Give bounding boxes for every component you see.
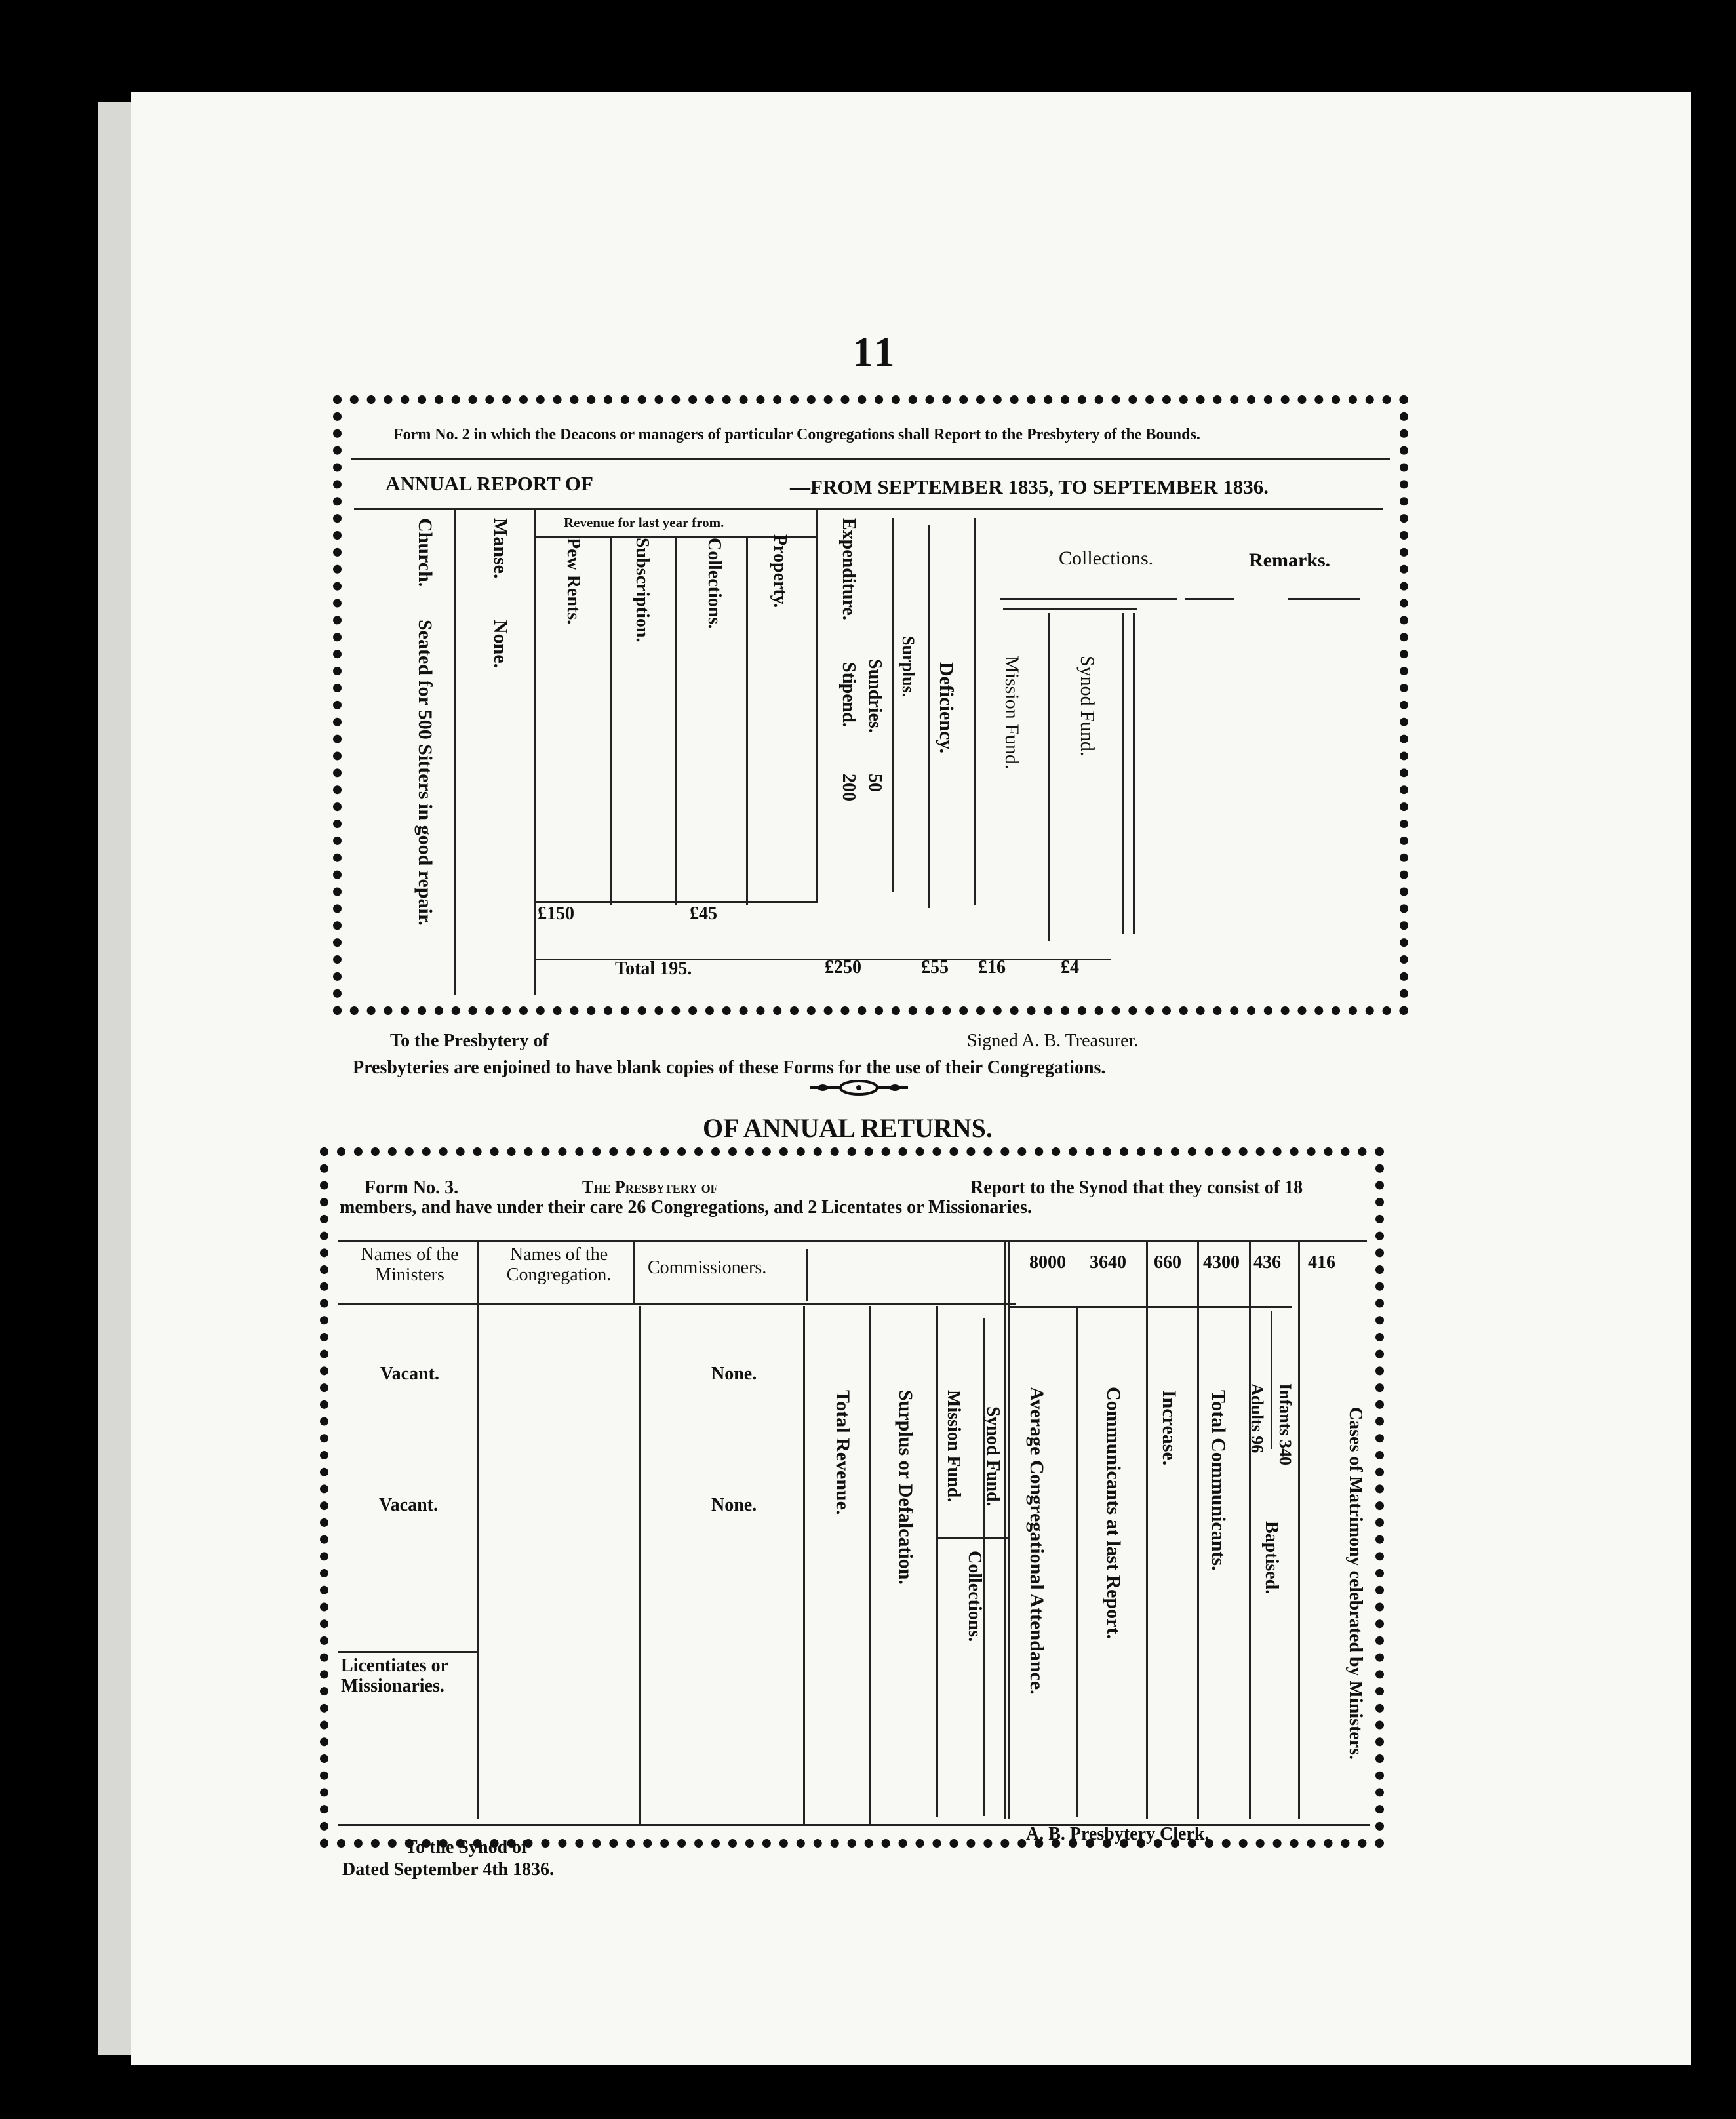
sundries-label: Sundries.: [865, 659, 885, 733]
deficiency-value: £55: [921, 957, 949, 978]
number-communicants-last: 3640: [1090, 1252, 1126, 1273]
manse-col-label: Manse.: [490, 518, 511, 579]
pew-rents-value: £150: [538, 903, 574, 924]
collections-label: Collections.: [964, 1551, 985, 1642]
dated-line: Dated September 4th 1836.: [342, 1859, 555, 1880]
number-attendance: 8000: [1029, 1252, 1066, 1273]
collections-value: £45: [690, 903, 717, 924]
ornament-divider: [810, 1079, 908, 1097]
form3-label: Form No. 3.: [365, 1178, 459, 1198]
number-baptised: 436: [1253, 1252, 1281, 1273]
subscription-col-label: Subscription.: [632, 538, 652, 643]
mission-fund-label: Mission Fund.: [943, 1390, 964, 1503]
expenditure-col-label: Expenditure.: [838, 518, 859, 620]
sundries-value: 50: [865, 774, 885, 792]
surplus-defalcation-label: Surplus or Defalcation.: [895, 1390, 917, 1585]
members-text: members, and have under their care 26 Congregations, and 2 Licentates or Missionaries.: [340, 1197, 1032, 1218]
property-col-label: Property.: [770, 534, 790, 608]
mission-fund-value: £16: [978, 957, 1006, 978]
congregation-header: Names of the Congregation.: [506, 1244, 612, 1285]
revenue-total: Total 195.: [615, 959, 692, 979]
licentiates-header: Licentiates or Missionaries.: [341, 1655, 448, 1696]
treasurer-signature: Signed A. B. Treasurer.: [967, 1031, 1139, 1051]
increase-label: Increase.: [1158, 1390, 1180, 1466]
synod-fund-col-label: Synod Fund.: [1076, 656, 1098, 757]
collections-col-label: Collections.: [704, 538, 724, 629]
synod-fund-label: Synod Fund.: [983, 1406, 1003, 1507]
manse-note: None.: [490, 620, 511, 669]
to-presbytery-line: To the Presbytery of: [390, 1031, 549, 1051]
annual-report-label: ANNUAL REPORT OF: [385, 472, 593, 495]
commissioners-header: Commissioners.: [648, 1258, 767, 1278]
ministers-header: Names of the Ministers: [361, 1244, 459, 1285]
communicants-last-label: Communicants at last Report.: [1103, 1387, 1124, 1639]
infants-label: Infants 340: [1276, 1383, 1295, 1465]
collections-header: Collections.: [1059, 547, 1154, 569]
blank-forms-notice: Presbyteries are enjoined to have blank copies of these Forms for the use of their Congregations.: [353, 1058, 1106, 1078]
report-period: —FROM SEPTEMBER 1835, TO SEPTEMBER 1836.: [790, 475, 1269, 498]
synod-report-text: Report to the Synod that they consist of 18: [970, 1178, 1303, 1198]
expenditure-value: £250: [825, 957, 861, 978]
remarks-header: Remarks.: [1249, 549, 1331, 571]
form2-title: Form No. 2 in which the Deacons or managers of particular Congregations shall Report to the Presbytery of the Bounds.: [393, 426, 1200, 443]
number-matrimony: 416: [1308, 1252, 1335, 1273]
synod-fund-value: £4: [1061, 957, 1079, 978]
baptised-label: Baptised.: [1261, 1521, 1282, 1594]
church-note: Seated for 500 Sitters in good repair.: [414, 620, 436, 926]
mission-fund-col-label: Mission Fund.: [1001, 656, 1023, 770]
total-revenue-label: Total Revenue.: [832, 1390, 854, 1515]
total-communicants-label: Total Communicants.: [1208, 1390, 1229, 1571]
presbytery-clerk-signature: A. B. Presbytery Clerk.: [1026, 1824, 1210, 1844]
number-increase: 660: [1154, 1252, 1181, 1273]
row2-minister: Vacant.: [379, 1495, 438, 1515]
stipend-label: Stipend.: [838, 662, 859, 727]
page-number: 11: [852, 328, 898, 375]
deficiency-col-label: Deficiency.: [936, 662, 957, 754]
surplus-col-label: Surplus.: [899, 636, 918, 698]
number-total-communicants: 4300: [1203, 1252, 1240, 1273]
matrimony-label: Cases of Matrimony celebrated by Ministers.: [1345, 1406, 1366, 1760]
stipend-value: 200: [838, 774, 859, 801]
revenue-header: Revenue for last year from.: [564, 515, 724, 530]
attendance-label: Average Congregational Attendance.: [1026, 1387, 1048, 1695]
row1-minister: Vacant.: [380, 1364, 439, 1384]
to-synod-line: To the Synod of: [405, 1837, 528, 1857]
annual-returns-title: OF ANNUAL RETURNS.: [703, 1113, 993, 1143]
adults-label: Adults 96: [1248, 1383, 1267, 1454]
pew-rents-col-label: Pew Rents.: [563, 538, 583, 625]
row1-commissioner: None.: [711, 1364, 757, 1384]
row2-commissioner: None.: [711, 1495, 757, 1515]
presbytery-of-label: The Presbytery of: [582, 1178, 718, 1197]
church-col-label: Church.: [414, 518, 436, 587]
